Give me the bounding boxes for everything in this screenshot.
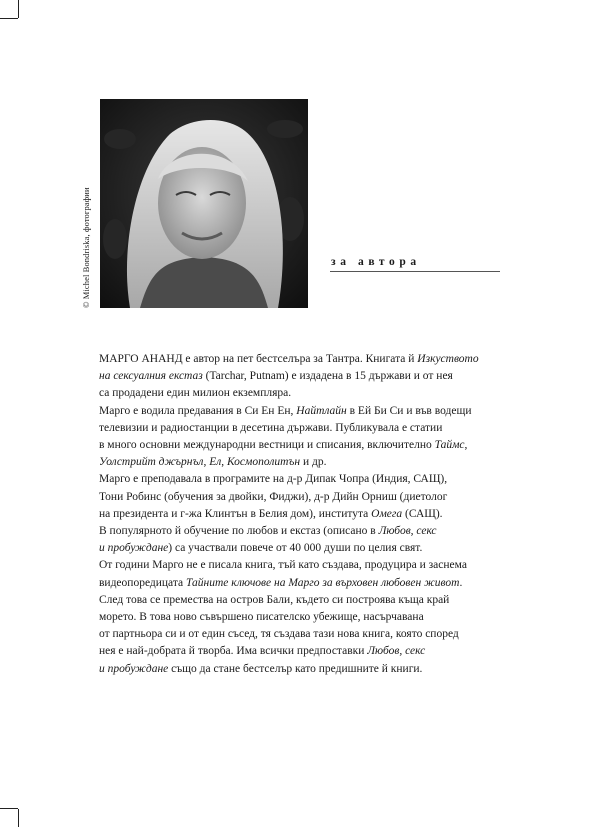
bio-line [99, 643, 499, 660]
bio-italic-text: Тайните ключове на Марго за върховен любовен живот [186, 576, 460, 589]
bio-line [99, 626, 499, 643]
bio-line [99, 557, 499, 574]
author-bio [99, 351, 499, 678]
bio-line [99, 592, 499, 609]
bio-line [99, 368, 499, 385]
bio-text: в Ей Би Си и във водещи [346, 404, 472, 417]
bio-italic-text: Омега [371, 507, 403, 520]
bio-text: видеопоредицата [99, 576, 187, 589]
bio-text: морето. В това ново съвършено писателско убежище, насърчавана [99, 611, 424, 624]
bio-text: , [221, 456, 227, 469]
bio-text: са продадени един милион екземпляра. [99, 387, 292, 400]
bio-italic-text: Уолстрийт джърнъл [99, 456, 204, 469]
bio-line [99, 609, 499, 626]
bio-text: нея е най-добрата й творба. Има всички предпоставки [99, 645, 368, 658]
bio-italic-text: Ел [209, 456, 222, 469]
bio-line [99, 540, 499, 557]
bio-text: телевизии и радиостанции в десетина държави. Публикувала е статии [99, 421, 443, 434]
bio-line [99, 471, 499, 488]
bio-text: , [464, 439, 468, 452]
bio-line [99, 351, 499, 368]
author-photo [100, 99, 308, 308]
bio-line [99, 506, 499, 523]
bio-line [99, 661, 499, 678]
bio-italic-text: Космополитън [226, 456, 301, 469]
bio-italic-text: на сексуалния екстаз [99, 370, 203, 383]
bio-text: от партньора си и от един съсед, тя създава тази нова книга, която според [99, 628, 459, 641]
bio-italic-text: Изкуството [417, 353, 479, 365]
bio-line [99, 523, 499, 540]
photo-credit: © Michel Bondriska, фотографии [81, 187, 91, 308]
bio-line [99, 437, 499, 454]
bio-text: , [203, 456, 210, 469]
bio-text: Марго е преподавала в програмите на д-р Дипак Чопра (Индия, САЩ), [99, 473, 448, 486]
crop-mark [18, 0, 19, 18]
bio-text: Марго е водила предавания в Си Ен Ен, [99, 404, 297, 417]
bio-text: на президента и г-жа Клинтън в Белия дом), института [99, 507, 372, 520]
bio-italic-text: и пробуждане [99, 542, 169, 555]
bio-line [99, 454, 499, 471]
bio-text: (Tarchar, Putnam) е издадена в 15 държави и от нея [202, 370, 453, 383]
crop-mark [0, 18, 18, 19]
crop-mark [18, 809, 19, 827]
bio-text: и др. [300, 456, 327, 469]
bio-italic-text: Любов, секс [367, 645, 426, 658]
bio-text: ) са участвали повече от 40 000 души по целия свят. [168, 542, 423, 555]
section-rule [330, 271, 500, 272]
bio-italic-text: и пробуждане [99, 662, 169, 675]
bio-text: От години Марго не е писала книга, тъй като създава, продуцира и заснема [99, 559, 467, 572]
author-portrait-image [100, 99, 308, 308]
crop-mark [0, 808, 18, 809]
bio-line [99, 575, 499, 592]
bio-text: също да стане бестселър като предишните й книги. [168, 662, 423, 675]
bio-line [99, 385, 499, 402]
bio-line [99, 403, 499, 420]
bio-text: . [459, 576, 463, 589]
bio-line [99, 489, 499, 506]
bio-text: В популярното й обучение по любов и екстаз (описано в [99, 525, 379, 538]
bio-text: (САЩ). [402, 507, 443, 520]
bio-text: Тони Робинс (обучения за двойки, Фиджи), д-р Дийн Орниш (диетолог [99, 490, 448, 503]
section-title: за автора [331, 256, 421, 268]
bio-italic-text: Таймс [434, 439, 465, 452]
bio-text: МАРГО АНАНД е автор на пет бестселъра за Тантра. Книгата й [99, 353, 418, 365]
bio-italic-text: Найтлайн [296, 404, 347, 417]
bio-italic-text: Любов, секс [378, 525, 437, 538]
bio-line [99, 420, 499, 437]
bio-text: След това се премества на остров Бали, където си построява къща край [99, 593, 450, 606]
bio-text: в много основни международни вестници и списания, включително [99, 439, 435, 452]
